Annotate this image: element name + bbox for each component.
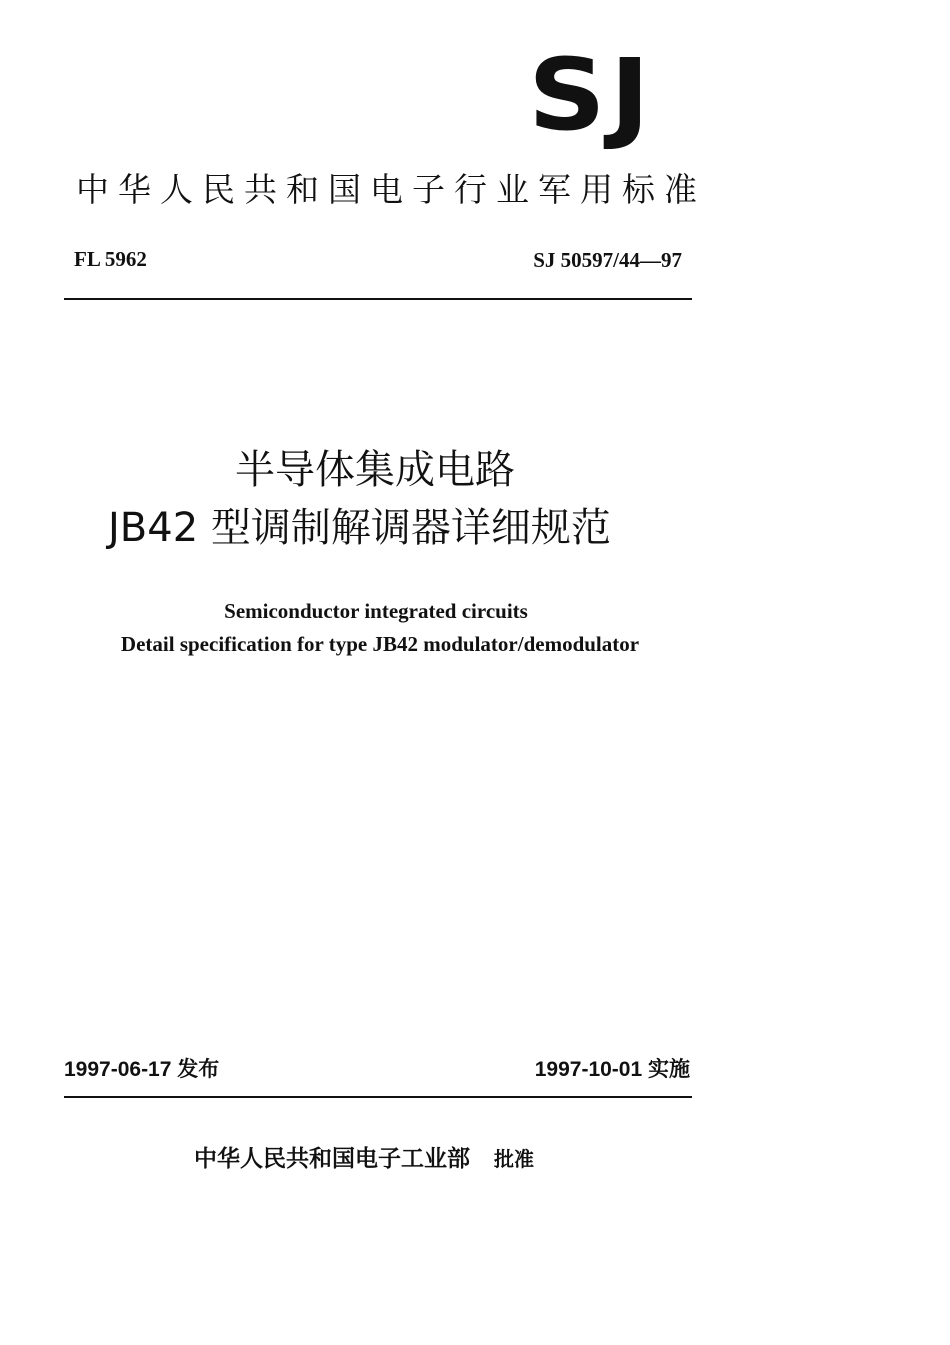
- standard-number: SJ 50597/44—97: [533, 248, 682, 272]
- title-english-line-1: Semiconductor integrated circuits: [224, 599, 528, 623]
- classification-code: FL 5962: [74, 247, 147, 271]
- approval-word: 批准: [494, 1147, 534, 1171]
- title-chinese-line-2: JB42 型调制解调器详细规范: [108, 505, 611, 551]
- header-divider: [64, 298, 692, 300]
- standard-title: 中华人民共和国电子行业军用标准: [76, 170, 706, 209]
- issue-date: 1997-06-17 发布: [64, 1058, 220, 1081]
- sj-logo: SJ: [528, 38, 654, 154]
- approving-authority: 中华人民共和国电子工业部: [194, 1146, 470, 1172]
- title-english-line-2: Detail specification for type JB42 modulator/demodulator: [120, 632, 640, 656]
- title-chinese-line-1: 半导体集成电路: [235, 447, 515, 493]
- effective-date: 1997-10-01 实施: [534, 1058, 690, 1081]
- footer-divider: [64, 1096, 692, 1098]
- approval-line: [194, 1143, 534, 1175]
